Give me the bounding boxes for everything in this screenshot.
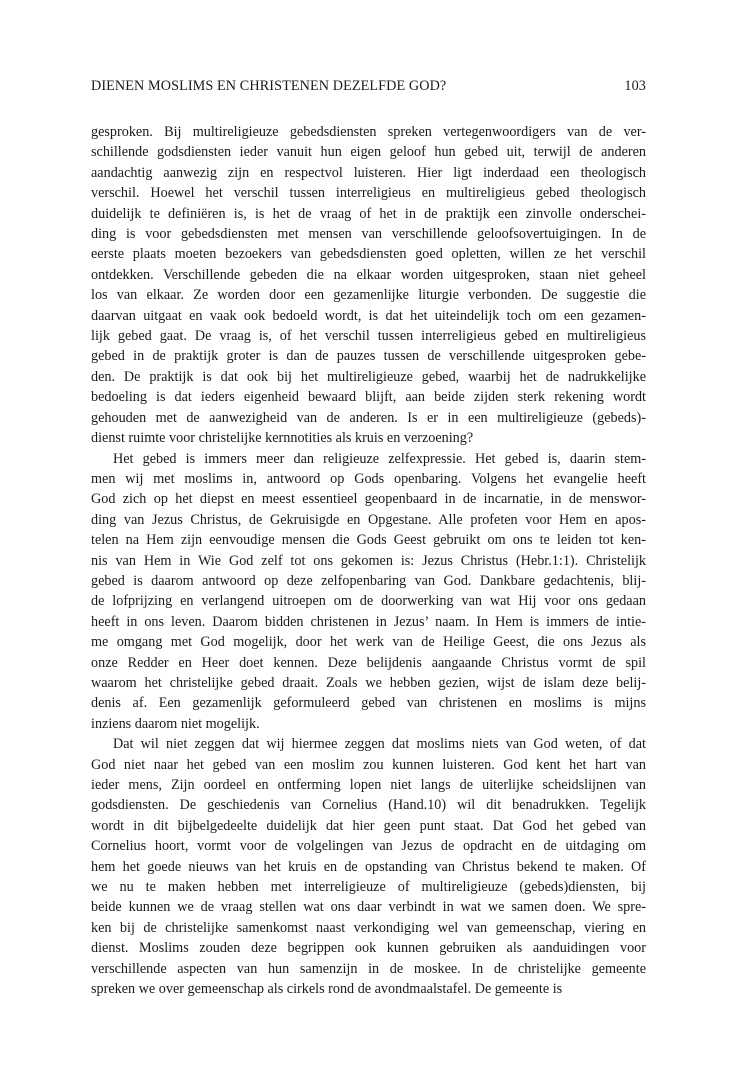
paragraph [91, 449, 646, 735]
text-line: daarvan uitgaat en vaak ook bedoeld wordt, is dat het uiteindelijk toch om een gezamen- [91, 307, 646, 324]
text-line: ding is voor gebedsdiensten met mensen van verschillende geloofsovertuigingen. In de [91, 226, 646, 243]
text-line: den. De praktijk is dat ook bij het multireligieuze gebed, waarbij het de nadrukkelijke [91, 368, 646, 385]
running-title: DIENEN MOSLIMS EN CHRISTENEN DEZELFDE GOD? [91, 78, 447, 94]
text-line: verschillende aspecten van hun samenzijn in de moskee. In de christelijke gemeente [91, 960, 646, 977]
text-line: denis af. Een gezamenlijk geformuleerd gebed van christenen en moslims is mijns [91, 695, 646, 712]
text-line: aandachtig aanwezig zijn en respectvol luisteren. Hier ligt inderdaad een theologisch [91, 164, 646, 181]
text-line: ken bij de christelijke samenkomst naast verkondiging wel van gemeenschap, viering en [91, 919, 646, 936]
text-line: los van elkaar. Ze worden door een gezamenlijke liturgie verbonden. De suggestie die [91, 287, 646, 304]
text-line: Dat wil niet zeggen dat wij hiermee zeggen dat moslims niets van God weten, of dat [113, 736, 646, 753]
page-number: 103 [624, 78, 646, 94]
text-line: ontdekken. Verschillende gebeden die na elkaar worden uitgesproken, staan niet geheel [91, 266, 646, 283]
text-line: godsdiensten. De geschiedenis van Cornelius (Hand.10) wil dit benadrukken. Tegelijk [91, 797, 646, 814]
text-line: nis van Hem in Wie God zelf tot ons gekomen is: Jezus Christus (Hebr.1:1). Christelijk [91, 552, 646, 569]
text-line: ding van Jezus Christus, de Gekruisigde en Opgestane. Alle profeten voor Hem en apos- [91, 511, 646, 528]
text-line: gebed in de praktijk groter is dan de pauzes tussen de verschillende uitgesproken gebe- [91, 348, 646, 365]
text-line: Cornelius hoort, vormt voor de volgelingen van Jezus de opdracht en de uitdaging om [91, 838, 646, 855]
text-line: God niet naar het gebed van een moslim zou kunnen luisteren. God kent het hart van [91, 756, 646, 773]
text-line: me omgang met God mogelijk, door het werk van de Heilige Geest, die ons Jezus als [91, 634, 646, 651]
text-line: ieder mens, Zijn oordeel en ontferming lopen niet langs de uiterlijke scheidslijnen van [91, 777, 646, 793]
text-line: bedoeling is dat ieders eigenheid bewaard blijft, aan beide zijden sterk rekening wordt [91, 389, 646, 406]
text-line: we nu te maken hebben met interreligieuze of multireligieuze (gebeds)diensten, bij [91, 879, 646, 896]
body-text [91, 122, 646, 999]
text-line: hem het goede nieuws van het kruis en de opstanding van Christus bekend te maken. Of [91, 858, 646, 875]
text-line: schillende godsdiensten ieder vanuit hun eigen geloof hun gebed uit, terwijl de anderen [91, 144, 646, 161]
text-line: heeft in ons leven. Daarom bidden christenen in Jezus’ naam. In Hem is immers de intie- [91, 613, 646, 630]
paragraph [91, 122, 646, 449]
text-line: eerste plaats moeten bezoekers van gebedsdiensten goed opletten, willen ze het verschil [91, 246, 646, 263]
text-line: telen na Hem zijn eenvoudige mensen die Gods Geest gebruikt om ons te leiden tot ken- [91, 532, 646, 549]
paragraph [91, 734, 646, 999]
text-line: spreken we over gemeenschap als cirkels rond de avondmaalstafel. De gemeente is [91, 981, 563, 998]
text-line: inziens daarom niet mogelijk. [91, 715, 260, 732]
text-line: de lofprijzing en verlangend uitroepen om de doorwerking van wat Hij voor ons gedaan [91, 593, 646, 610]
text-line: wordt in dit bijbelgedeelte duidelijk dat hier geen punt staat. Dat God het gebed van [91, 817, 646, 834]
text-line: lijk gebed gaat. De vraag is, of het verschil tussen interreligieus gebed en multireligieus [91, 328, 646, 345]
text-line: onze Redder en Heer doet kennen. Deze belijdenis aangaande Christus vormt de spil [91, 654, 646, 671]
text-line: duidelijk te definiëren is, is het de vraag of het in de praktijk een zinvolle onderschei- [91, 205, 646, 222]
text-line: gebed is daarom antwoord op deze zelfopenbaring van God. Dankbare gedachtenis, blij- [91, 572, 646, 589]
text-line: gesproken. Bij multireligieuze gebedsdiensten spreken vertegenwoordigers van de ver- [91, 124, 646, 140]
text-line: Het gebed is immers meer dan religieuze zelfexpressie. Het gebed is, daarin stem- [113, 450, 646, 467]
text-line: dienst ruimte voor christelijke kernnotities als kruis en verzoening? [91, 430, 474, 447]
text-line: waarom het christelijke gebed draait. Zoals we hebben gezien, wijst de islam deze belij- [91, 674, 646, 691]
running-head [91, 78, 646, 100]
text-line: God zich op het diepst en meest essentieel geopenbaard in de incarnatie, in de menswor- [91, 491, 646, 508]
text-line: men wij met moslims in, antwoord op Gods openbaring. Volgens het evangelie heeft [91, 470, 646, 487]
text-line: dienst. Moslims zouden deze begrippen ook kunnen gebruiken als aanduidingen voor [91, 940, 646, 957]
text-line: verschil. Hoewel het verschil tussen interreligieus en multireligieus gebed theologisch [91, 185, 646, 202]
text-line: beide kunnen we de vraag stellen wat ons daar verbindt in wat we samen doen. We spre- [91, 899, 646, 916]
text-line: gehouden met de aanwezigheid van de anderen. Is er in een multireligieuze (gebeds)- [91, 409, 646, 426]
book-page [91, 78, 646, 999]
